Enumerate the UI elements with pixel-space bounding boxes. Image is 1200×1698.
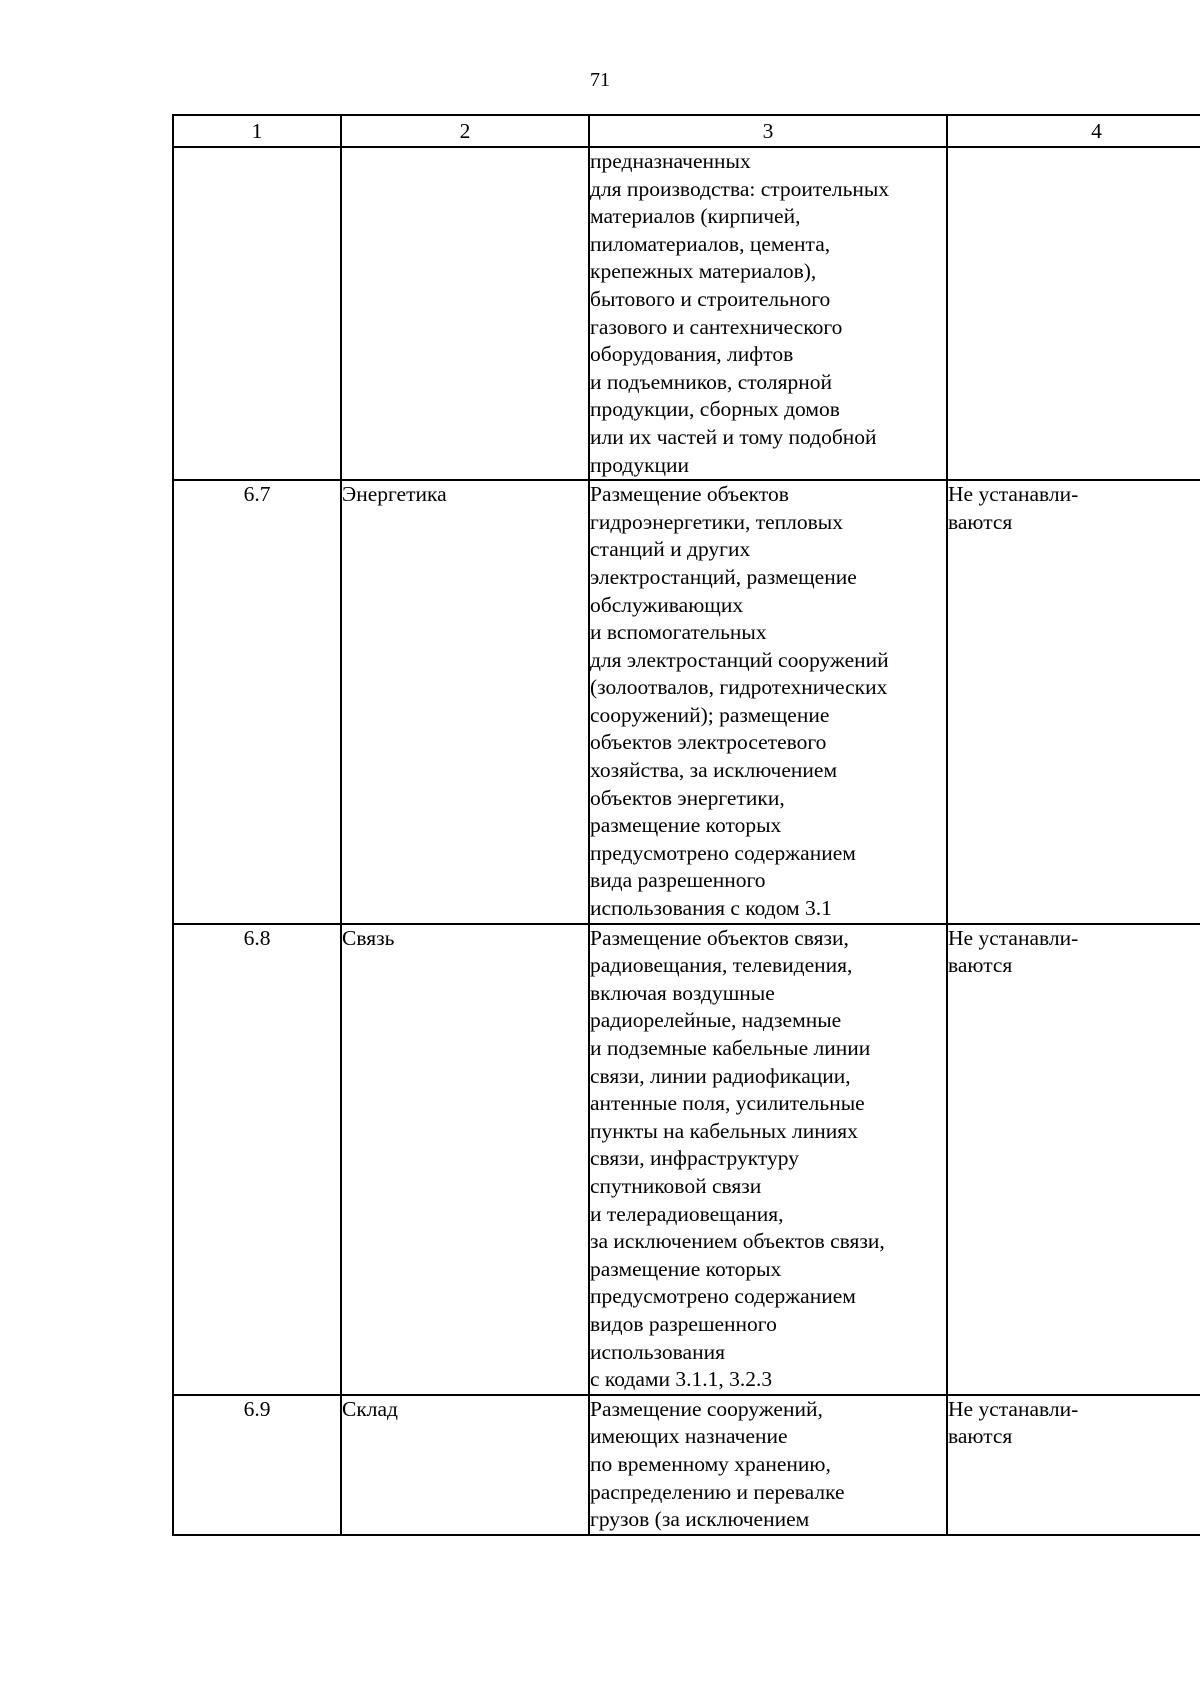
description-line: и подъемников, столярной xyxy=(590,369,832,394)
description-line: электростанций, размещение xyxy=(590,564,857,589)
description-line: включая воздушные xyxy=(590,980,775,1005)
column-header-4: 4 xyxy=(947,115,1200,147)
description-line: размещение которых xyxy=(590,1256,782,1281)
parameters-line: Не устанавли- xyxy=(948,925,1079,950)
description-line: гидроэнергетики, тепловых xyxy=(590,509,844,534)
description-line: спутниковой связи xyxy=(590,1173,762,1198)
description-line: бытового и строительного xyxy=(590,286,831,311)
description-line: Размещение объектов xyxy=(590,482,789,507)
parameters-line: Не устанавли- xyxy=(948,1396,1079,1421)
use-name-cell xyxy=(341,147,589,480)
parameters-cell xyxy=(947,147,1200,480)
description-line: по временному хранению, xyxy=(590,1451,831,1476)
parameters-line: Не устанавли- xyxy=(948,482,1079,507)
description-line: антенные поля, усилительные xyxy=(590,1091,865,1116)
description-line: грузов (за исключением xyxy=(590,1507,810,1532)
description-line: предусмотрено содержанием xyxy=(590,1284,856,1309)
description-line: продукции, сборных домов xyxy=(590,397,840,422)
description-line: размещение которых xyxy=(590,813,782,838)
column-header-2: 2 xyxy=(341,115,589,147)
description-line: распределению и перевалке xyxy=(590,1479,845,1504)
description-line: обслуживающих xyxy=(590,592,744,617)
description-line: или их частей и тому подобной xyxy=(590,424,877,449)
use-name-cell: Склад xyxy=(341,1395,589,1535)
use-description-cell xyxy=(589,1395,947,1535)
description-line: использования xyxy=(590,1339,725,1364)
use-code-cell: 6.7 xyxy=(173,480,341,924)
description-line: видов разрешенного xyxy=(590,1311,777,1336)
use-name-cell: Энергетика xyxy=(341,480,589,924)
description-line: и подземные кабельные линии xyxy=(590,1036,871,1060)
description-line: Размещение сооружений, xyxy=(590,1396,823,1421)
description-line: для электростанций сооружений xyxy=(590,647,889,672)
parameters-line: ваются xyxy=(948,953,1013,978)
description-line: Размещение объектов связи, xyxy=(590,925,849,950)
description-line: продукции xyxy=(590,452,690,477)
description-line: (золоотвалов, гидротехнических xyxy=(590,675,888,700)
description-line: для производства: строительных xyxy=(590,176,890,201)
description-line: пиломатериалов, цемента, xyxy=(590,231,831,256)
parameters-line: ваются xyxy=(948,1424,1013,1449)
description-line: предусмотрено содержанием xyxy=(590,840,856,865)
description-line: с кодами 3.1.1, 3.2.3 xyxy=(590,1367,773,1392)
use-description-cell xyxy=(589,147,947,480)
use-description-cell xyxy=(589,924,947,1395)
table-row xyxy=(173,147,1200,480)
description-line: объектов электросетевого xyxy=(590,730,827,755)
column-header-3: 3 xyxy=(589,115,947,147)
table-header-row xyxy=(173,115,1200,147)
description-line: хозяйства, за исключением xyxy=(590,758,838,783)
description-line: сооружений); размещение xyxy=(590,702,830,727)
description-line: радиорелейные, надземные xyxy=(590,1008,842,1033)
description-line: пункты на кабельных линиях xyxy=(590,1118,858,1143)
description-line: вида разрешенного xyxy=(590,868,766,893)
description-line: использования с кодом 3.1 xyxy=(590,896,832,921)
table-body xyxy=(173,147,1200,1535)
use-description-cell xyxy=(589,480,947,924)
description-line: имеющих назначение xyxy=(590,1424,788,1449)
parameters-line: ваются xyxy=(948,509,1013,534)
use-code-cell xyxy=(173,147,341,480)
description-line: предназначенных xyxy=(590,149,751,173)
parameters-cell xyxy=(947,1395,1200,1535)
description-line: и вспомогательных xyxy=(590,620,767,645)
description-line: связи, линии радиофикации, xyxy=(590,1063,851,1088)
use-code-cell: 6.8 xyxy=(173,924,341,1395)
table-row xyxy=(173,924,1200,1395)
parameters-cell xyxy=(947,480,1200,924)
description-line: оборудования, лифтов xyxy=(590,342,794,367)
description-line: станций и других xyxy=(590,537,751,562)
use-code-cell: 6.9 xyxy=(173,1395,341,1535)
description-line: и телерадиовещания, xyxy=(590,1201,784,1226)
description-line: газового и сантехнического xyxy=(590,314,843,339)
description-line: связи, инфраструктуру xyxy=(590,1146,799,1171)
description-line: материалов (кирпичей, xyxy=(590,204,801,229)
description-line: объектов энергетики, xyxy=(590,785,785,810)
description-line: за исключением объектов связи, xyxy=(590,1229,885,1254)
page-number: 71 xyxy=(590,69,610,91)
description-line: радиовещания, телевидения, xyxy=(590,953,853,978)
column-header-1: 1 xyxy=(173,115,341,147)
table-row xyxy=(173,480,1200,924)
description-line: крепежных материалов), xyxy=(590,259,817,284)
land-use-table xyxy=(172,114,1200,1536)
use-name-cell: Связь xyxy=(341,924,589,1395)
parameters-cell xyxy=(947,924,1200,1395)
table-row xyxy=(173,1395,1200,1535)
